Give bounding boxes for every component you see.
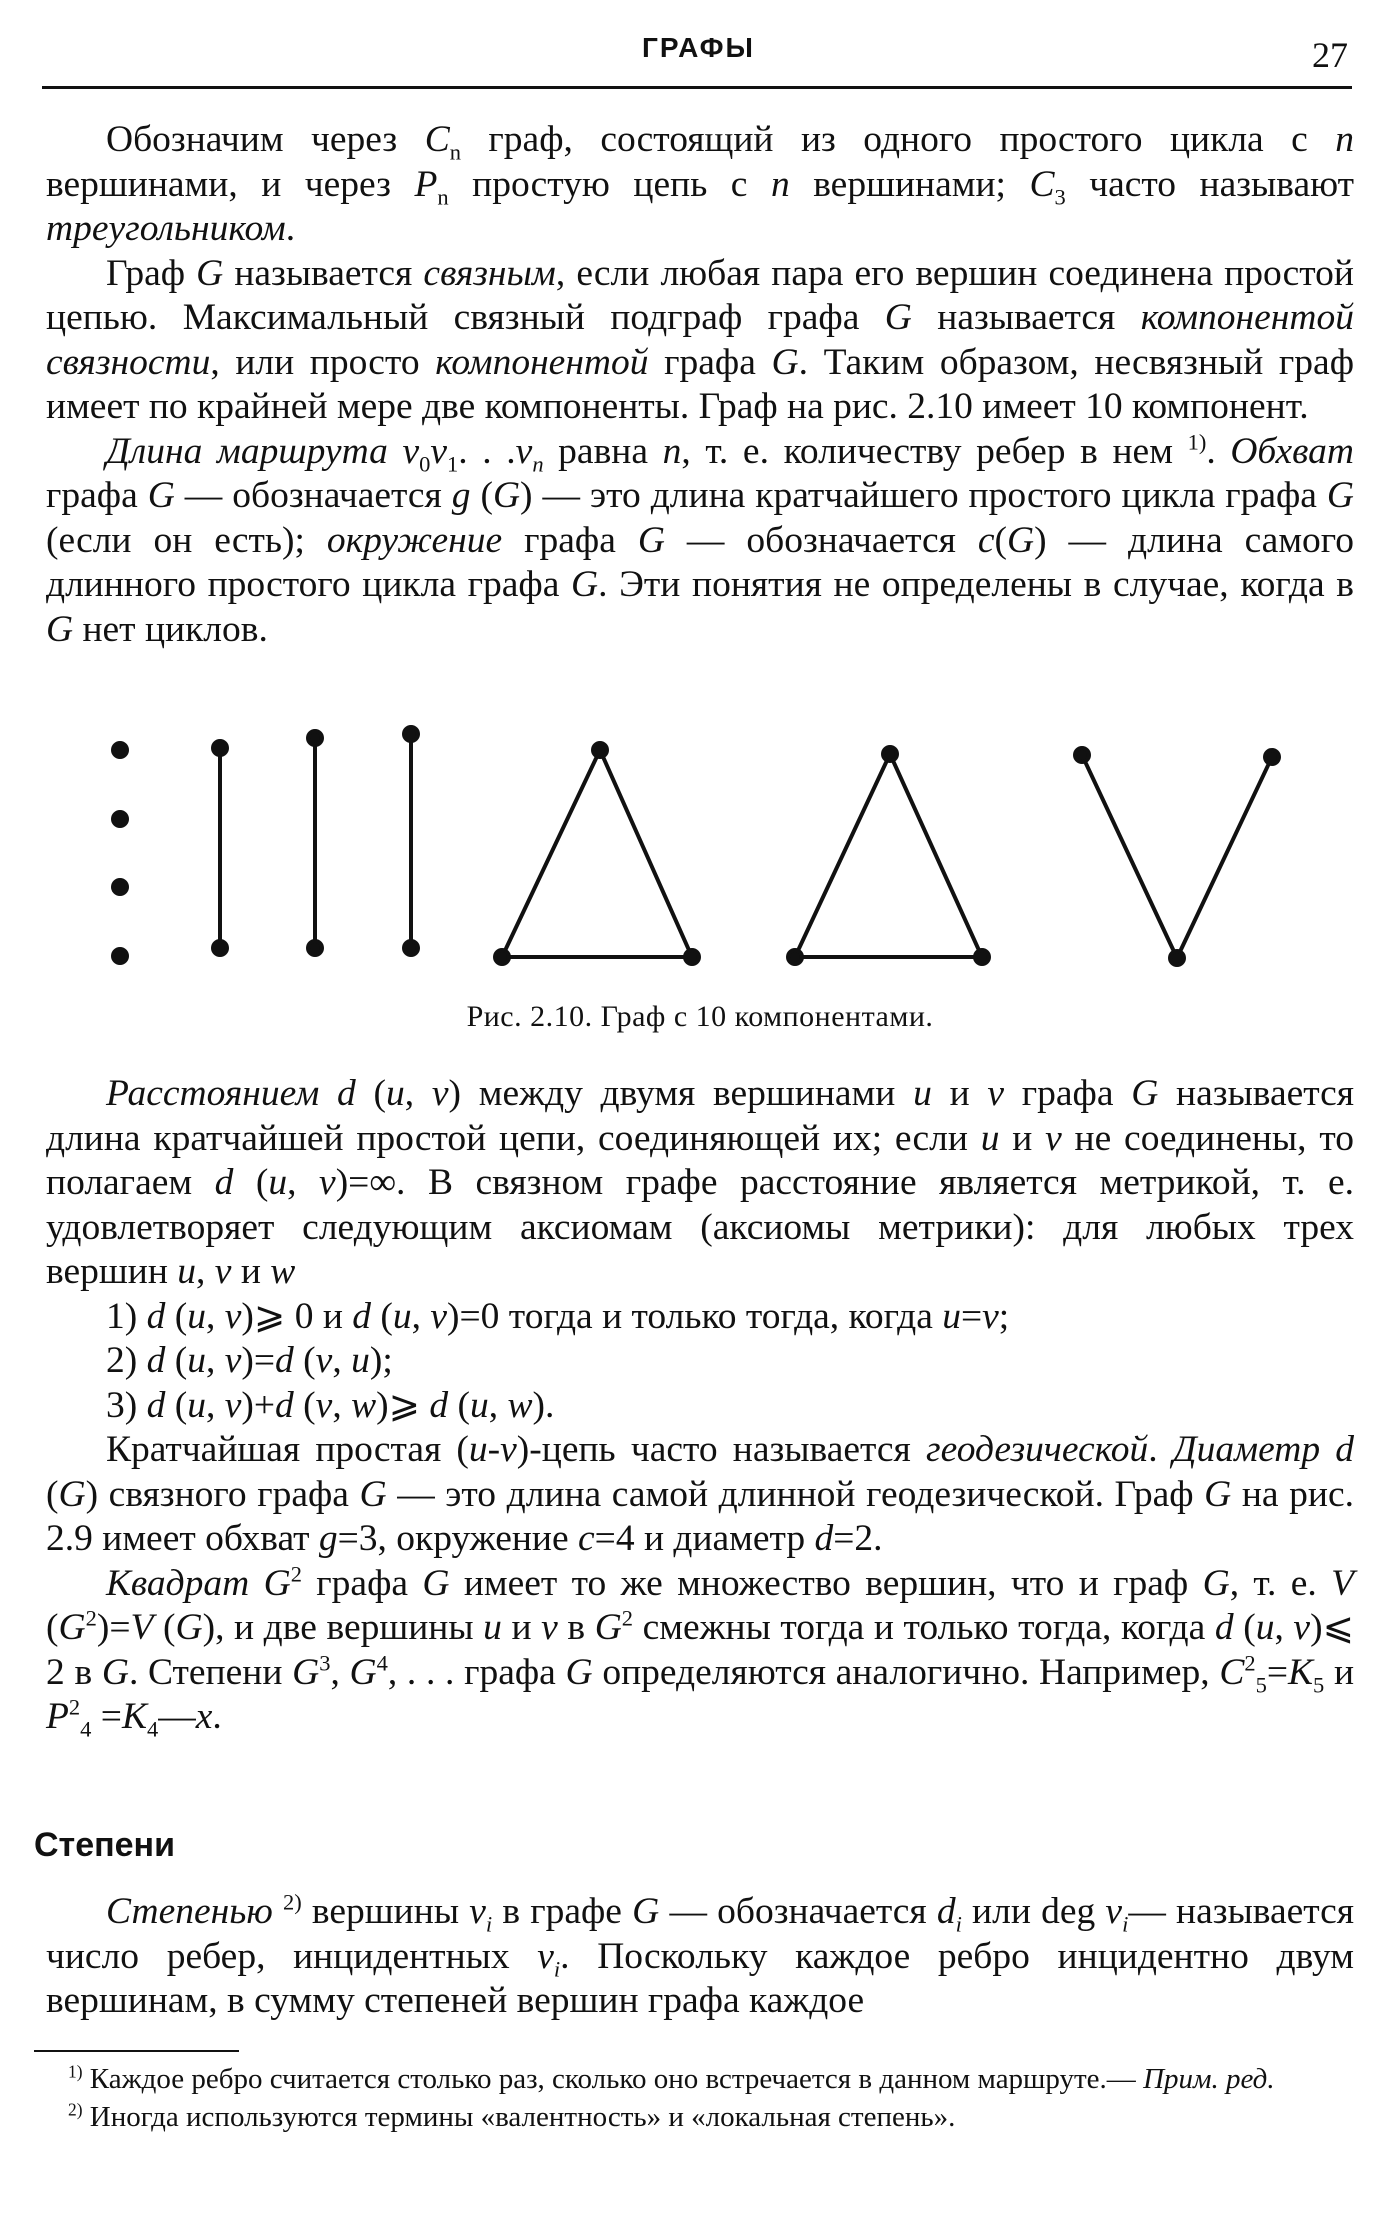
paragraph-vertex-degree: Степенью $^{2)}$ вершины $v_i$ в графе G — обозначается $d_i$ или deg $v_i—$ называется число ребер, инцидентных $v_i$. Поскольку каждое ребро инцидентно двум вершинам, в сумму степеней вершин графа каждое xyxy=(46,1889,1354,2021)
isolated-vertex xyxy=(113,812,127,826)
vertex xyxy=(495,950,509,964)
figure-graph-10-components xyxy=(80,720,1320,980)
vertex xyxy=(404,941,418,955)
paragraph-geodesic-diameter: Кратчайшая простая (u-v)-цепь часто называется геодезической. Диаметр d (G) связного графа G — это длина самой длинной геодезической. Граф G на рис. 2.9 имеет обхват g=3, окружение c=4 и диаметр d=2. xyxy=(46,1429,1355,1559)
isolated-vertex xyxy=(113,880,127,894)
footnotes xyxy=(34,2060,1352,2136)
text-block-middle xyxy=(46,1072,1354,1740)
isolated-vertex xyxy=(113,743,127,757)
vertex xyxy=(975,950,989,964)
vertex xyxy=(308,941,322,955)
metric-axiom-3: 3) d (u, v)+d (v, w)⩾ d (u, w). xyxy=(106,1384,555,1426)
vertex xyxy=(1170,951,1184,965)
triangle-component xyxy=(795,754,982,957)
header-rule xyxy=(42,86,1352,89)
triangle-component xyxy=(502,750,692,957)
text-block-top xyxy=(46,118,1354,652)
vertex xyxy=(593,743,607,757)
page-header xyxy=(42,24,1352,94)
page-number: 27 xyxy=(1312,35,1348,75)
metric-axiom-2: 2) d (u, v)=d (v, u); xyxy=(106,1340,393,1381)
vertex xyxy=(213,741,227,755)
figure-caption: Рис. 2.10. Граф с 10 компонентами. xyxy=(466,1000,934,1033)
vertex xyxy=(1265,750,1279,764)
vertex xyxy=(685,950,699,964)
vertex xyxy=(308,731,322,745)
vertex xyxy=(1075,748,1089,762)
vertex xyxy=(404,727,418,741)
paragraph-distance: Расстоянием d (u, v) между двумя вершинами u и v графа G называется длина кратчайшей простой цепи, соединяющей их; если u и v не соединены, то полагаем d (u, v)=∞. В связном графе расстояние является метрикой, т. е. удовлетворяет следующим аксиомам (аксиомы метрики): для любых трех вершин u, v и w xyxy=(46,1073,1355,1292)
footnote-1: $^{1)}$ Каждое ребро считается столько раз, сколько оно встречается в данном маршруте.— Прим. ред. xyxy=(68,2061,1275,2095)
running-title: ГРАФЫ xyxy=(642,32,755,63)
footnote-2: $^{2)}$ Иногда используются термины «валентность» и «локальная степень». xyxy=(68,2099,956,2133)
paragraph-connected-graph: Граф G называется связным, если любая пара его вершин соединена простой цепью. Максимальный связный подграф графа G называется компонентой связности, или просто компонентой графа G. Таким образом, несвязный граф имеет по крайней мере две компоненты. Граф на рис. 2.10 имеет 10 компонент. xyxy=(46,252,1354,427)
metric-axiom-1: 1) d (u, v)⩾ 0 и d (u, v)=0 тогда и только тогда, когда u=v; xyxy=(106,1295,1010,1337)
path-component xyxy=(1082,755,1272,958)
footnote-rule xyxy=(34,2050,239,2052)
section-heading-degrees: Степени xyxy=(34,1826,175,1864)
vertex xyxy=(883,747,897,761)
isolated-vertex xyxy=(113,949,127,963)
vertex xyxy=(213,941,227,955)
text-block-bottom xyxy=(46,1890,1354,2024)
vertex xyxy=(788,950,802,964)
paragraph-cycle-path-notation: Обозначим через $C_n$ граф, состоящий из одного простого цикла с n вершинами, и через $P_n$ простую цепь с n вершинами; $C_3$ часто называют треугольником. xyxy=(46,119,1354,249)
paragraph-girth-circumference: Длина маршрута $v_0v_1$. . $.v_n$ равна n, т. е. количеству ребер в нем $^{1)}$. Обхват графа G — обозначается g (G) — это длина кратчайшего простого цикла графа G (если он есть); окружение графа G — обозначается c(G) — длина самого длинного простого цикла графа G. Эти понятия не определены в случае, когда в G нет циклов. xyxy=(46,429,1355,650)
paragraph-graph-square: Квадрат $G^2$ графа G имеет то же множество вершин, что и граф G, т. е. V $(G^2)=V$ (G), и две вершины u и v в $G^2$ смежны тогда и только тогда, когда d (u, v)⩽ 2 в G. Степени $G^3$, $G^4$, . . . графа G определяются аналогично. Например, $C^2_5=K_5$ и $P^2_4$ $=K_4—x$. xyxy=(46,1561,1355,1742)
